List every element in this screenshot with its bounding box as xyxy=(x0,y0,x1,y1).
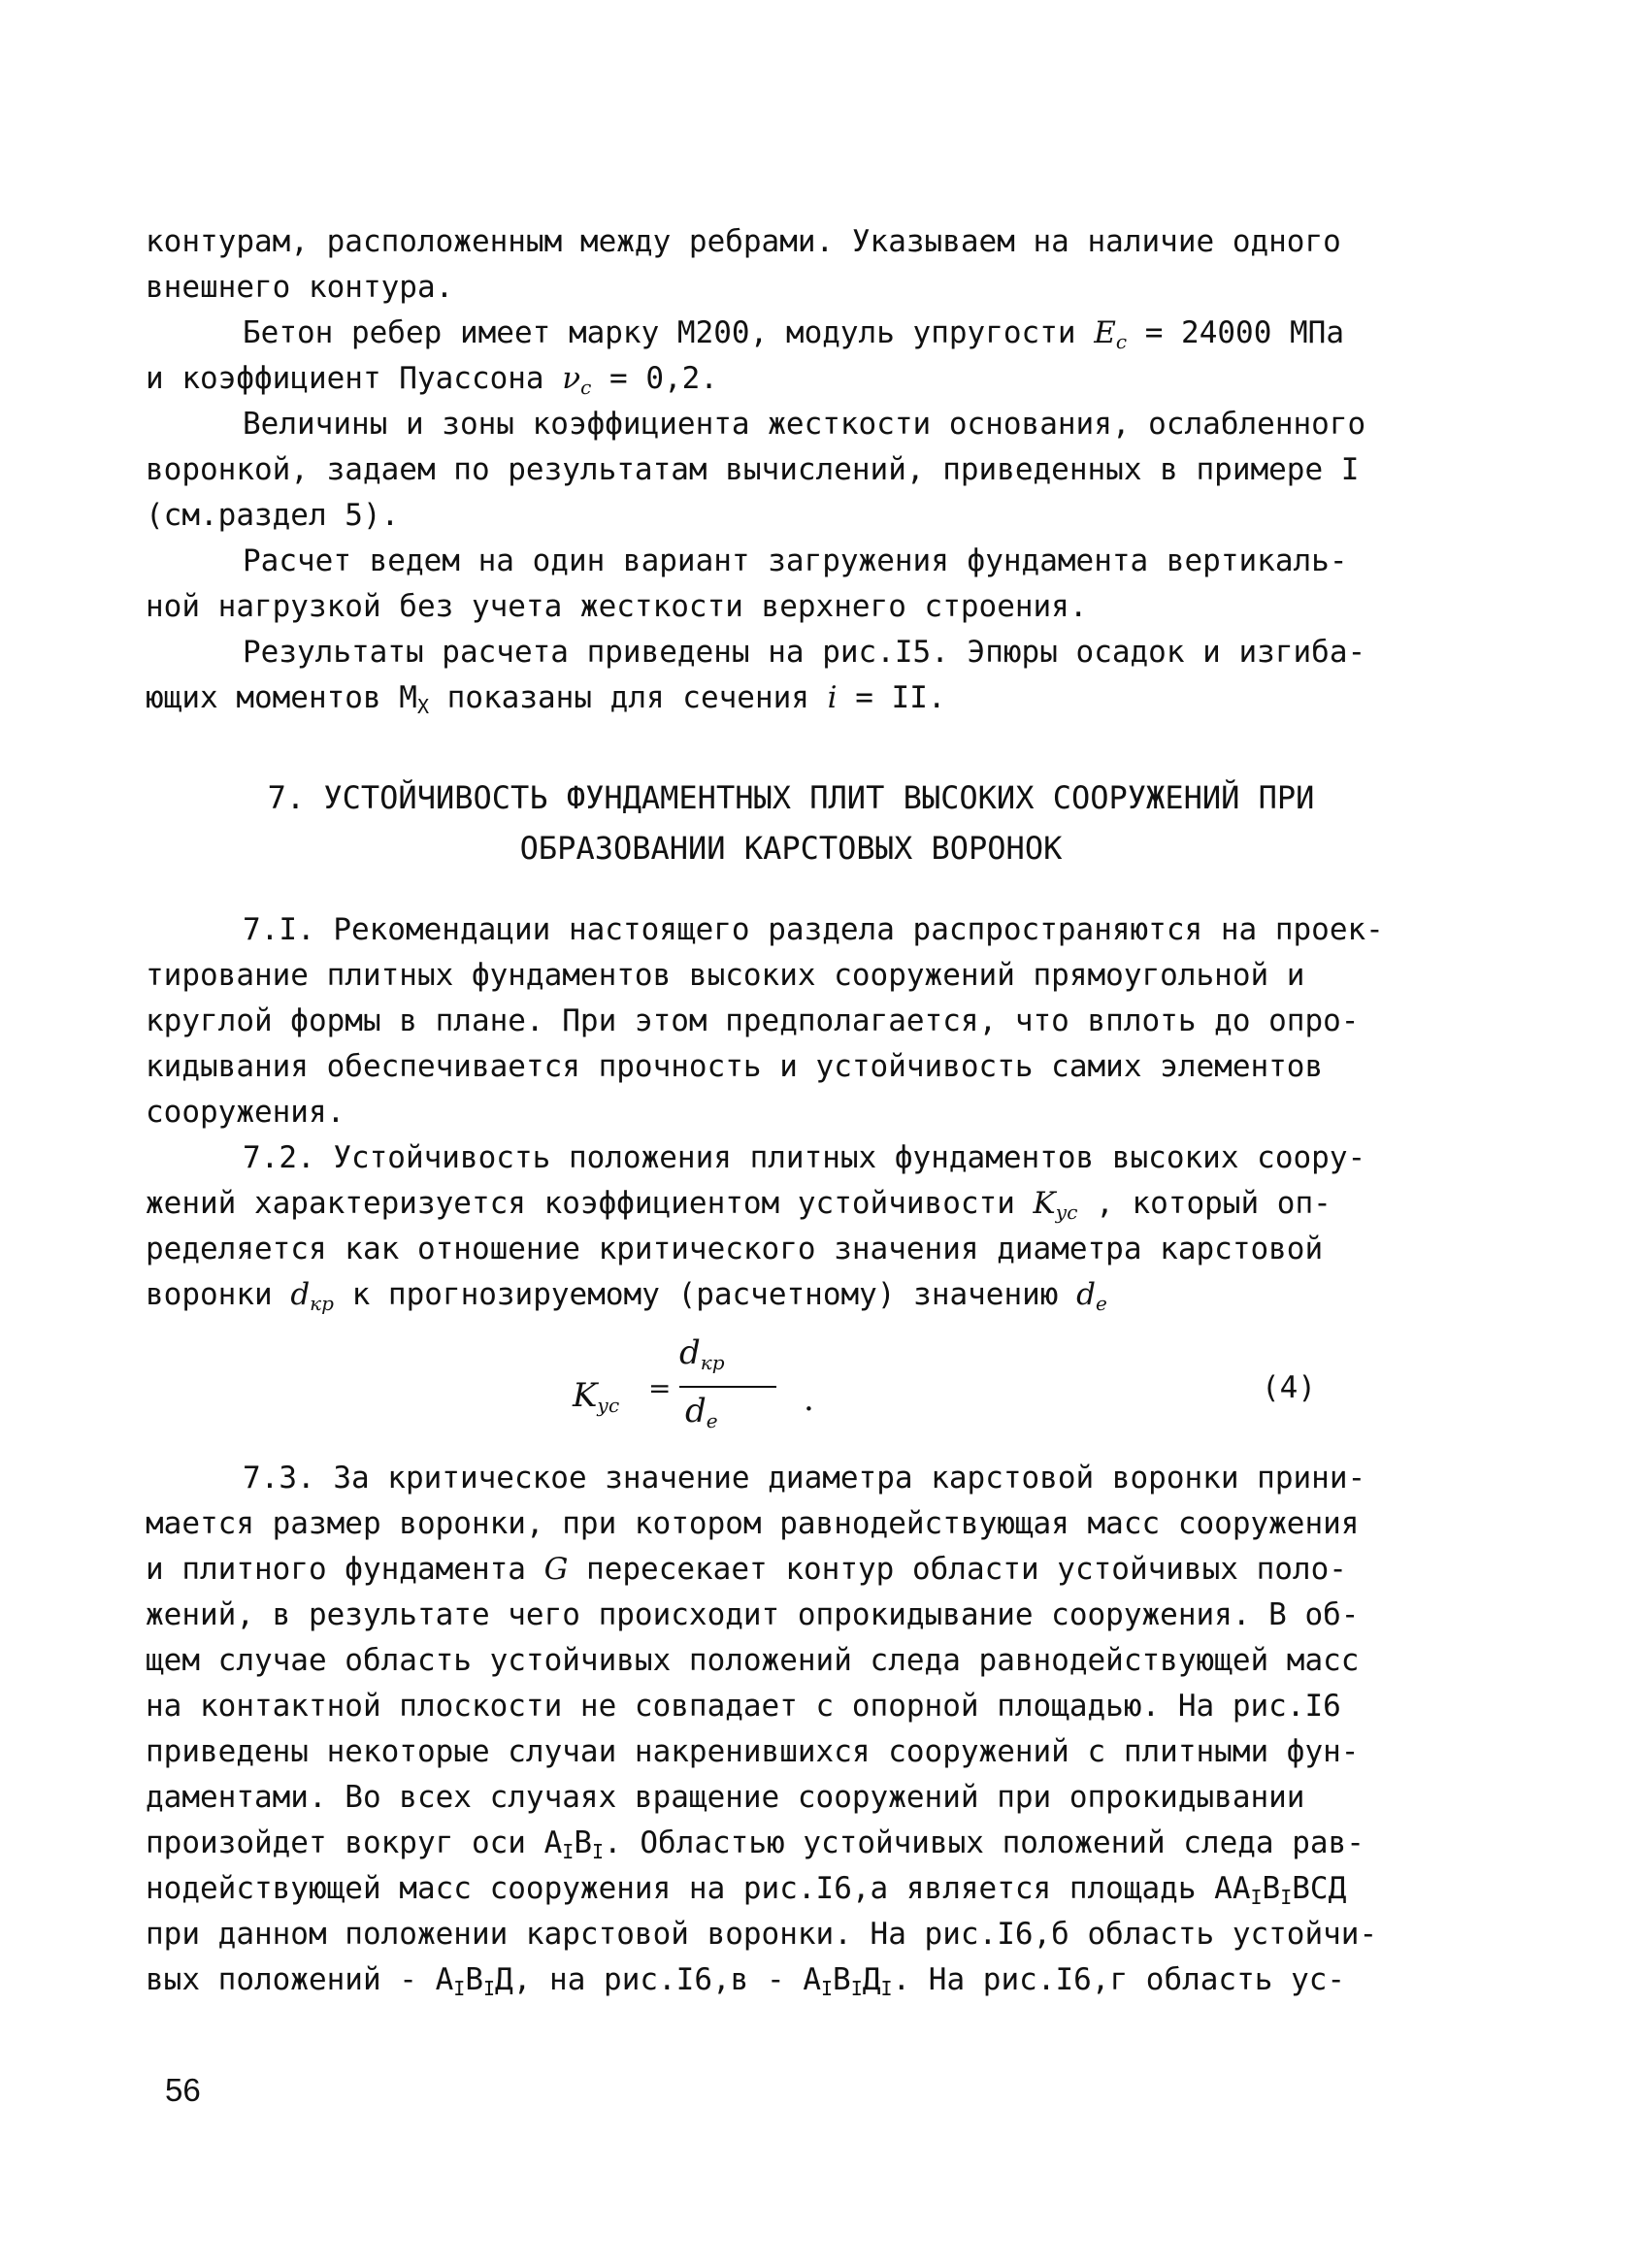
text-run: ющих моментов М xyxy=(146,680,417,715)
formula-period: . xyxy=(804,1380,814,1419)
text-run: , который оп- xyxy=(1077,1186,1332,1221)
text-line: тирование плитных фундаментов высоких сооружений прямоугольной и xyxy=(146,958,1305,993)
formula-denominator xyxy=(685,1392,718,1430)
formula-equals: = xyxy=(648,1372,672,1404)
text-line: Величины и зоны коэффициента жесткости основания, ослабленного xyxy=(243,407,1366,442)
page-number: 56 xyxy=(165,2072,201,2108)
formula-lhs-symbol: K xyxy=(573,1376,598,1415)
subscript: I xyxy=(483,1977,496,2000)
text-line: приведены некоторые случаи накренившихся сооружений с плитными фун- xyxy=(146,1734,1360,1769)
text-line: круглой формы в плане. При этом предполагается, что вплоть до опро- xyxy=(146,1003,1360,1038)
text-line: даментами. Во всех случаях вращение сооружений при опрокидывании xyxy=(146,1780,1305,1815)
calc-paragraph xyxy=(146,539,1436,630)
subscript: I xyxy=(1250,1886,1263,1909)
text-line: Расчет ведем на один вариант загружения фундамента вертикаль- xyxy=(243,543,1348,578)
text-line: кидывания обеспечивается прочность и устойчивость самих элементов xyxy=(146,1049,1324,1084)
text-run: и плитного фундамента xyxy=(146,1552,544,1587)
resultant-symbol: G xyxy=(543,1552,569,1587)
section-heading xyxy=(146,772,1436,873)
text-run: . На рис.I6,г область ус- xyxy=(892,1962,1346,1997)
text-run: показаны для сечения xyxy=(429,680,828,715)
text-run: В xyxy=(465,1962,483,1997)
heading-line: ОБРАЗОВАНИИ КАРСТОВЫХ ВОРОНОК xyxy=(519,830,1063,867)
critical-diameter-symbol: d xyxy=(290,1277,311,1312)
stability-coefficient-subscript: ус xyxy=(1055,1200,1078,1224)
modulus-subscript: c xyxy=(1115,330,1128,353)
text-run: и коэффициент Пуассона xyxy=(146,361,563,396)
paragraph-7-3 xyxy=(146,1456,1436,2003)
text-line: сооружения. xyxy=(146,1095,345,1130)
results-paragraph xyxy=(146,630,1436,721)
text-run: ВСД xyxy=(1292,1871,1347,1906)
paragraph-7-2 xyxy=(146,1135,1436,1318)
text-run: В xyxy=(833,1962,851,1997)
text-line: 7.I. Рекомендации настоящего раздела распространяются на проек- xyxy=(243,912,1384,947)
text-line xyxy=(146,1272,1436,1318)
formula-lhs-subscript: ус xyxy=(597,1394,620,1417)
text-line xyxy=(146,311,1436,356)
subscript: I xyxy=(562,1840,575,1863)
text-run: Д, на рис.I6,в - А xyxy=(495,1962,821,1997)
text-line: ределяется как отношение критического значения диаметра карстовой xyxy=(146,1232,1324,1266)
paragraph-7-1 xyxy=(146,907,1436,1135)
subscript: I xyxy=(821,1977,834,2000)
concrete-paragraph xyxy=(146,311,1436,402)
formula-number: (4) xyxy=(1262,1370,1316,1405)
fraction-bar xyxy=(679,1386,776,1388)
text-line: 7.3. За критическое значение диаметра карстовой воронки прини- xyxy=(243,1461,1366,1496)
numerator-symbol: d xyxy=(679,1333,701,1372)
text-line: (см.раздел 5). xyxy=(146,498,400,533)
subscript: I xyxy=(453,1977,466,2000)
design-diameter-symbol: d xyxy=(1076,1277,1096,1312)
text-line: на контактной плоскости не совпадает с опорной площадью. На рис.I6 xyxy=(146,1689,1341,1724)
text-run: = II. xyxy=(837,680,946,715)
formula-4 xyxy=(543,1330,912,1436)
text-line xyxy=(146,1547,1436,1593)
subscript: I xyxy=(591,1840,605,1863)
moment-subscript: X xyxy=(416,695,430,718)
text-line: ной нагрузкой без учета жесткости верхнего строения. xyxy=(146,589,1088,624)
text-line: жений, в результате чего происходит опрокидывание сооружения. В об- xyxy=(146,1597,1360,1632)
text-line xyxy=(146,1957,1436,2003)
heading-line: 7. УСТОЙЧИВОСТЬ ФУНДАМЕНТНЫХ ПЛИТ ВЫСОКИХ СООРУЖЕНИЙ ПРИ xyxy=(267,779,1315,816)
text-run: В xyxy=(1262,1871,1281,1906)
text-run: вых положений - А xyxy=(146,1962,454,1997)
formula-lhs xyxy=(573,1376,619,1415)
text-run: Д xyxy=(862,1962,881,1997)
text-line xyxy=(146,1866,1436,1912)
text-line: мается размер воронки, при котором равнодействующая масс сооружения xyxy=(146,1506,1360,1541)
modulus-symbol: E xyxy=(1094,315,1116,350)
critical-diameter-subscript: кр xyxy=(310,1292,334,1315)
poisson-symbol: ν xyxy=(562,361,581,396)
text-line: контурам, расположенным между ребрами. Указываем на наличие одного xyxy=(146,224,1341,259)
text-run: произойдет вокруг оси А xyxy=(146,1825,563,1860)
text-line: Результаты расчета приведены на рис.I5. Эпюры осадок и изгиба- xyxy=(243,635,1366,670)
text-line: щем случае область устойчивых положений следа равнодействующей масс xyxy=(146,1643,1360,1678)
text-run: нодействующей масс сооружения на рис.I6,а является площадь АА xyxy=(146,1871,1251,1906)
text-line xyxy=(146,1181,1436,1227)
formula-numerator xyxy=(679,1333,725,1372)
text-line: воронкой, задаем по результатам вычислений, приведенных в примере I xyxy=(146,452,1360,487)
denominator-subscript: e xyxy=(706,1409,718,1432)
text-run: . Областью устойчивых положений следа рав- xyxy=(604,1825,1365,1860)
text-line xyxy=(146,675,1436,721)
text-run: = 0,2. xyxy=(591,361,718,396)
intro-paragraph xyxy=(146,219,1436,311)
text-line: внешнего контура. xyxy=(146,270,454,305)
denominator-symbol: d xyxy=(685,1392,707,1430)
text-line: 7.2. Устойчивость положения плитных фундаментов высоких соору- xyxy=(243,1140,1366,1175)
subscript: I xyxy=(1280,1886,1293,1909)
numerator-subscript: кр xyxy=(700,1351,725,1374)
text-run: воронки xyxy=(146,1277,291,1312)
text-line: при данном положении карстовой воронки. На рис.I6,б область устойчи- xyxy=(146,1917,1378,1952)
text-line xyxy=(146,1821,1436,1866)
stiffness-paragraph xyxy=(146,402,1436,539)
text-run: пересекает контур области устойчивых поло- xyxy=(568,1552,1347,1587)
subscript: I xyxy=(850,1977,863,2000)
poisson-subscript: c xyxy=(580,376,592,399)
text-run: Бетон ребер имеет марку М200, модуль упругости xyxy=(243,315,1095,350)
text-run: жений характеризуется коэффициентом устойчивости xyxy=(146,1186,1034,1221)
text-run: = 24000 МПа xyxy=(1127,315,1345,350)
text-run: В xyxy=(574,1825,592,1860)
stability-coefficient-symbol: K xyxy=(1033,1186,1056,1221)
subscript: I xyxy=(880,1977,893,2000)
text-run: к прогнозируемому (расчетному) значению xyxy=(333,1277,1077,1312)
section-index-symbol: i xyxy=(827,680,838,715)
design-diameter-subscript: e xyxy=(1096,1292,1107,1315)
text-line xyxy=(146,356,1436,402)
